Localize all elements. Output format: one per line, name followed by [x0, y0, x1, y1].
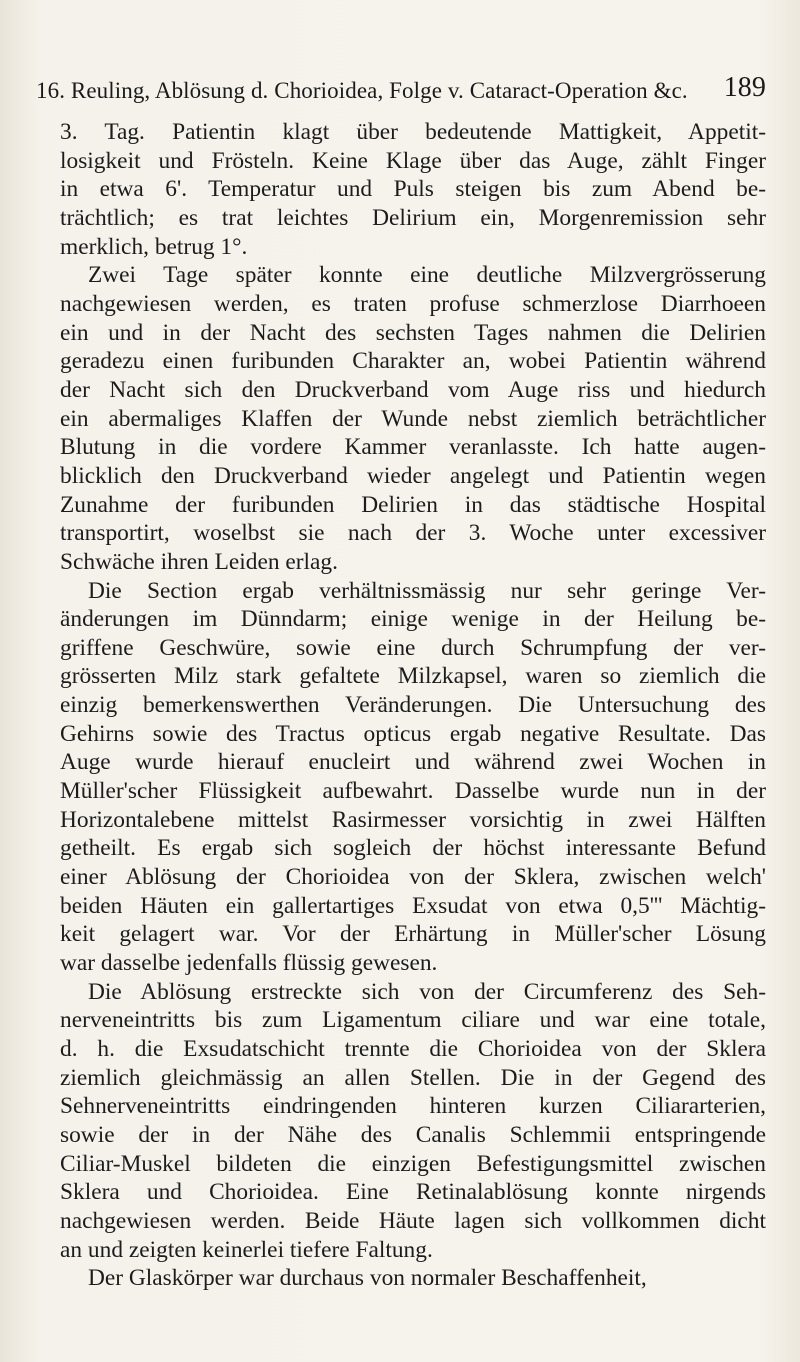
text-line: änderungen im Dünndarm; einige wenige in der Heilung be- [60, 606, 766, 633]
text-line: nachgewiesen werden. Beide Häute lagen sich vollkommen dicht [60, 1207, 766, 1234]
text-line: ein abermaliges Klaffen der Wunde nebst ziemlich beträchtlicher [60, 405, 766, 432]
paragraph [60, 1264, 766, 1293]
text-line: trächtlich; es trat leichtes Delirium ein, Morgenremission sehr [60, 204, 766, 231]
running-title: 16. Reuling, Ablösung d. Chorioidea, Folge v. Cataract-Operation &c. [36, 78, 688, 103]
text-line: transportirt, woselbst sie nach der 3. Woche unter excessiver [60, 520, 766, 547]
text-line: nerveneintritts bis zum Ligamentum ciliare und war eine totale, [60, 1007, 766, 1034]
text-line: keit gelagert war. Vor der Erhärtung in Müller'scher Lösung [60, 921, 766, 948]
text-line: an und zeigten keinerlei tiefere Faltung. [60, 1236, 433, 1263]
text-line: griffene Geschwüre, sowie eine durch Schrumpfung der ver- [60, 634, 766, 661]
text-line: beiden Häuten ein gallertartiges Exsudat von etwa 0,5''' Mächtig- [60, 892, 766, 919]
text-line: ziemlich gleichmässig an allen Stellen. Die in der Gegend des [60, 1064, 766, 1091]
text-line: Müller'scher Flüssigkeit aufbewahrt. Dasselbe wurde nun in der [60, 778, 766, 805]
paragraph [60, 978, 766, 1265]
text-line: d. h. die Exsudatschicht trennte die Chorioidea von der Sklera [60, 1036, 766, 1062]
text-line: Zunahme der furibunden Delirien in das städtische Hospital [60, 491, 766, 518]
text-line: Der Glaskörper war durchaus von normaler Beschaffenheit, [88, 1265, 647, 1292]
body-text [60, 118, 766, 1293]
text-line: Schwäche ihren Leiden erlag. [60, 548, 338, 575]
text-line: Ciliar-Muskel bildeten die einzigen Befestigungsmittel zwischen [60, 1150, 766, 1177]
text-line: einzig bemerkenswerthen Veränderungen. Die Untersuchung des [60, 692, 766, 719]
text-line: in etwa 6'. Temperatur und Puls steigen bis zum Abend be- [60, 176, 766, 203]
paragraph [60, 118, 766, 261]
text-line: Auge wurde hierauf enucleirt und während zwei Wochen in [60, 749, 766, 776]
text-line: nachgewiesen werden, es traten profuse schmerzlose Diarrhoeen [60, 290, 766, 317]
text-line: merklich, betrug 1°. [60, 233, 248, 260]
page-number: 189 [723, 72, 766, 103]
paragraph [60, 577, 766, 978]
text-line: Horizontalebene mittelst Rasirmesser vorsichtig in zwei Hälften [60, 806, 766, 833]
text-line: Zwei Tage später konnte eine deutliche Milzvergrösserung [88, 262, 766, 289]
text-line: einer Ablösung der Chorioidea von der Sklera, zwischen welch' [60, 864, 766, 891]
text-line: der Nacht sich den Druckverband vom Auge riss und hiedurch [60, 376, 766, 403]
text-line: geradezu einen furibunden Charakter an, wobei Patientin während [60, 348, 766, 375]
text-line: sowie der in der Nähe des Canalis Schlemmii entspringende [60, 1121, 766, 1148]
text-line: blicklich den Druckverband wieder angelegt und Patientin wegen [60, 462, 766, 489]
paragraph [60, 261, 766, 576]
text-line: Die Ablösung erstreckte sich von der Circumferenz des Seh- [88, 978, 766, 1005]
text-line: war dasselbe jedenfalls flüssig gewesen. [60, 950, 438, 977]
text-line: ein und in der Nacht des sechsten Tages nahmen die Delirien [60, 319, 766, 346]
text-line: 3. Tag. Patientin klagt über bedeutende Mattigkeit, Appetit- [60, 119, 766, 145]
text-line: Blutung in die vordere Kammer veranlasste. Ich hatte augen- [60, 434, 766, 461]
text-line: Gehirns sowie des Tractus opticus ergab negative Resultate. Das [60, 720, 766, 747]
running-header [36, 72, 766, 112]
text-line: getheilt. Es ergab sich sogleich der höchst interessante Befund [60, 835, 766, 862]
text-line: losigkeit und Frösteln. Keine Klage über das Auge, zählt Finger [60, 147, 766, 174]
text-line: Sehnerveneintritts eindringenden hinteren kurzen Ciliararterien, [60, 1093, 766, 1120]
text-line: Sklera und Chorioidea. Eine Retinalablösung konnte nirgends [60, 1179, 766, 1206]
text-line: Die Section ergab verhältnissmässig nur sehr geringe Ver- [88, 577, 766, 604]
text-line: grösserten Milz stark gefaltete Milzkapsel, waren so ziemlich die [60, 663, 766, 690]
